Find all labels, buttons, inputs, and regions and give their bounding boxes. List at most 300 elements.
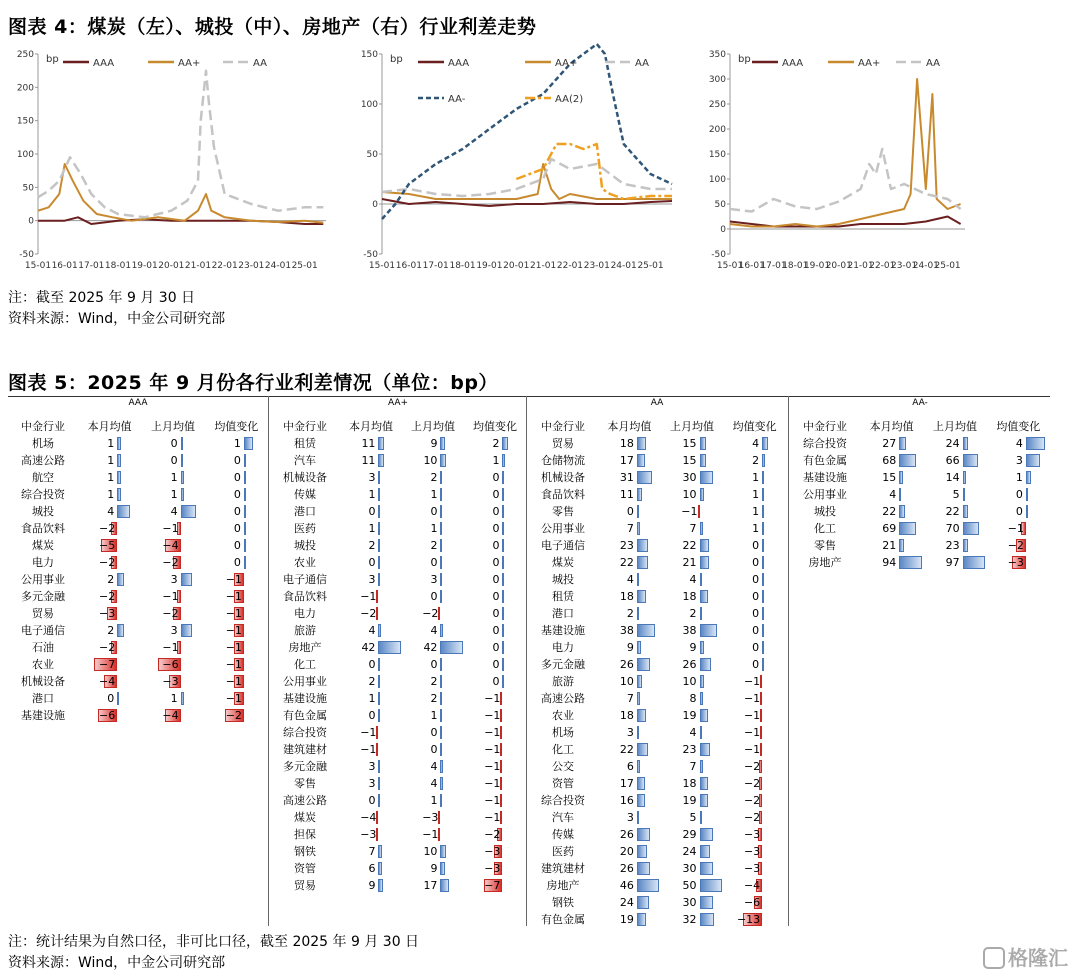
data-bar — [899, 522, 916, 535]
data-label: 46 — [619, 879, 634, 892]
value-cell — [723, 571, 786, 588]
column-header: 中金行业 — [21, 420, 65, 433]
value-cell — [598, 656, 661, 673]
data-bar — [378, 777, 380, 790]
data-bar — [963, 488, 965, 501]
data-bar — [440, 437, 445, 450]
data-bar — [502, 471, 504, 484]
value-cell — [402, 809, 464, 826]
data-label: 0 — [430, 743, 438, 756]
industry-name: 公用事业 — [283, 675, 327, 688]
value-cell — [205, 656, 268, 673]
panel-rating-header: AAA — [128, 398, 148, 408]
value-cell — [661, 605, 724, 622]
data-bar — [440, 590, 442, 603]
data-label: 0 — [626, 505, 634, 518]
table-row — [270, 588, 526, 605]
x-tick-label: 18-01 — [104, 261, 132, 271]
industry-name: 电子通信 — [283, 573, 327, 586]
data-bar — [700, 845, 711, 858]
x-tick-label: 24-01 — [912, 261, 939, 271]
data-bar — [899, 454, 915, 467]
data-label: 0 — [430, 590, 438, 603]
value-cell — [987, 435, 1050, 452]
value-cell — [402, 622, 464, 639]
data-bar — [637, 573, 639, 586]
data-bar — [637, 607, 639, 620]
value-cell — [78, 469, 141, 486]
figure4-source: 资料来源：Wind，中金公司研究部 — [8, 311, 226, 327]
data-label: 3 — [1015, 454, 1023, 467]
industry-name: 高速公路 — [21, 454, 65, 467]
value-cell — [661, 537, 724, 554]
watermark — [983, 942, 1068, 971]
y-tick-label: 100 — [708, 175, 726, 185]
value-cell — [661, 826, 724, 843]
data-bar — [502, 454, 505, 467]
value-cell — [661, 707, 724, 724]
data-label: 10 — [682, 675, 697, 688]
data-bar — [1026, 505, 1028, 518]
data-label: 0 — [233, 488, 241, 501]
data-label: 22 — [619, 743, 634, 756]
industry-name: 食品饮料 — [541, 488, 585, 501]
data-label: 70 — [945, 522, 960, 535]
value-cell — [141, 554, 204, 571]
value-cell — [340, 809, 402, 826]
data-bar — [760, 726, 762, 739]
data-label: −4 — [162, 709, 179, 722]
data-bar — [700, 828, 713, 841]
data-bar — [637, 692, 640, 705]
data-label: 1 — [368, 522, 376, 535]
data-bar — [502, 573, 504, 586]
data-label: 17 — [619, 454, 634, 467]
y-axis-label: bp — [738, 54, 751, 65]
industry-name: 多元金融 — [21, 590, 65, 603]
header-row — [8, 418, 268, 435]
data-bar — [700, 777, 708, 790]
value-cell — [205, 622, 268, 639]
data-label: 10 — [619, 675, 634, 688]
value-cell — [78, 622, 141, 639]
value-cell — [402, 860, 464, 877]
value-cell — [661, 877, 724, 894]
column-header: 本月均值 — [607, 420, 652, 433]
value-cell — [464, 469, 526, 486]
data-label: 4 — [689, 573, 697, 586]
value-cell — [661, 860, 724, 877]
y-tick-label: -50 — [711, 250, 726, 260]
value-cell — [987, 452, 1050, 469]
table-row — [8, 588, 268, 605]
table-row — [528, 537, 786, 554]
value-cell — [860, 435, 923, 452]
table-row — [528, 571, 786, 588]
data-label: 10 — [423, 845, 438, 858]
industry-name: 建筑建材 — [283, 743, 327, 756]
chart-chengtou — [360, 42, 680, 277]
y-tick-label: 100 — [360, 100, 378, 110]
value-cell — [340, 588, 402, 605]
industry-name: 机械设备 — [541, 471, 585, 484]
industry-name: 公用事业 — [541, 522, 585, 535]
data-label: 0 — [233, 539, 241, 552]
industry-name: 电力 — [32, 556, 54, 569]
x-tick-label: 16-01 — [738, 261, 765, 271]
industry-name: 旅游 — [294, 624, 316, 637]
data-label: −3 — [1007, 556, 1024, 569]
value-cell — [598, 537, 661, 554]
data-label: 4 — [889, 488, 897, 501]
data-label: −1 — [225, 675, 242, 688]
data-bar — [700, 624, 717, 637]
industry-name: 传媒 — [294, 488, 316, 501]
data-label: 0 — [752, 641, 760, 654]
figure5-source: 资料来源：Wind，中金公司研究部 — [8, 955, 226, 971]
data-label: 2 — [107, 573, 115, 586]
data-bar — [440, 794, 442, 807]
column-header: 上月均值 — [411, 420, 455, 433]
legend-label: AAA — [448, 58, 470, 69]
industry-name: 租赁 — [294, 437, 316, 450]
data-label: 7 — [626, 522, 634, 535]
table-row — [270, 554, 526, 571]
data-bar — [376, 811, 378, 824]
industry-name: 综合投资 — [541, 794, 585, 807]
data-label: 15 — [682, 437, 697, 450]
x-tick-label: 17-01 — [760, 261, 787, 271]
value-cell — [723, 537, 786, 554]
data-bar — [899, 437, 906, 450]
data-label: 97 — [945, 556, 960, 569]
table-row — [270, 724, 526, 741]
data-label: −1 — [484, 726, 501, 739]
data-label: 0 — [752, 658, 760, 671]
data-label: 30 — [682, 896, 697, 909]
data-label: 10 — [682, 488, 697, 501]
table-row — [270, 758, 526, 775]
industry-name: 基建设施 — [541, 624, 585, 637]
data-label: 23 — [682, 743, 697, 756]
industry-name: 医药 — [552, 845, 574, 858]
value-cell — [860, 452, 923, 469]
data-label: 2 — [689, 607, 697, 620]
value-cell — [402, 877, 464, 894]
table-row — [8, 639, 268, 656]
data-label: 3 — [430, 573, 438, 586]
table-row — [270, 639, 526, 656]
value-cell — [598, 792, 661, 809]
data-bar — [700, 896, 714, 909]
data-bar — [440, 488, 442, 501]
value-cell — [987, 503, 1050, 520]
y-tick-label: 250 — [708, 100, 726, 110]
table-row — [528, 452, 786, 469]
value-cell — [987, 554, 1050, 571]
data-bar — [637, 471, 652, 484]
series-line-AA+ — [38, 164, 323, 223]
value-cell — [464, 554, 526, 571]
table-row — [790, 486, 1050, 503]
data-label: 11 — [361, 437, 376, 450]
panel-rating-header: AA — [650, 398, 664, 408]
data-bar — [244, 488, 246, 501]
value-cell — [340, 503, 402, 520]
data-label: 1 — [430, 709, 438, 722]
value-cell — [723, 690, 786, 707]
value-cell — [78, 588, 141, 605]
data-bar — [181, 692, 185, 705]
data-bar — [637, 845, 647, 858]
industry-name: 医药 — [294, 522, 316, 535]
value-cell — [987, 486, 1050, 503]
data-label: 18 — [682, 777, 697, 790]
data-bar — [378, 692, 380, 705]
data-label: 50 — [682, 879, 697, 892]
value-cell — [464, 452, 526, 469]
data-label: −1 — [743, 743, 761, 756]
data-label: 22 — [882, 505, 897, 518]
value-cell — [598, 724, 661, 741]
data-label: 26 — [619, 862, 634, 875]
data-bar — [378, 454, 384, 467]
value-cell — [402, 520, 464, 537]
industry-name: 租赁 — [552, 590, 574, 603]
data-bar — [700, 794, 709, 807]
data-label: 0 — [492, 641, 500, 654]
data-label: 1 — [430, 794, 438, 807]
y-tick-label: 150 — [708, 150, 726, 160]
value-cell — [723, 673, 786, 690]
industry-name: 航空 — [32, 471, 54, 484]
value-cell — [598, 826, 661, 843]
data-label: −5 — [99, 539, 116, 552]
data-label: −7 — [484, 879, 501, 892]
column-header: 均值变化 — [214, 420, 259, 433]
column-header: 均值变化 — [732, 420, 777, 433]
data-label: 24 — [945, 437, 960, 450]
x-tick-label: 21-01 — [530, 261, 557, 271]
value-cell — [340, 877, 402, 894]
industry-name: 城投 — [32, 505, 54, 518]
data-bar — [378, 505, 380, 518]
data-bar — [700, 692, 704, 705]
legend-label: AAA — [93, 58, 115, 69]
data-bar — [440, 726, 442, 739]
value-cell — [78, 503, 141, 520]
panel-separator — [788, 396, 789, 926]
data-bar — [637, 811, 639, 824]
table-row — [270, 826, 526, 843]
value-cell — [723, 435, 786, 452]
table-row — [8, 707, 268, 724]
data-bar — [502, 539, 504, 552]
data-bar — [440, 658, 442, 671]
data-bar — [376, 828, 378, 841]
panel-rating-header: AA- — [912, 398, 928, 408]
table-row — [270, 469, 526, 486]
data-label: 0 — [1015, 488, 1023, 501]
industry-name: 机械设备 — [21, 675, 65, 688]
value-cell — [723, 520, 786, 537]
data-label: 8 — [689, 692, 697, 705]
data-label: 1 — [170, 471, 178, 484]
table-row — [528, 860, 786, 877]
industry-name: 城投 — [552, 573, 574, 586]
value-cell — [598, 707, 661, 724]
value-cell — [141, 673, 204, 690]
data-label: 26 — [682, 658, 697, 671]
value-cell — [723, 775, 786, 792]
data-label: 0 — [368, 794, 376, 807]
value-cell — [205, 707, 268, 724]
data-label: 1 — [752, 471, 760, 484]
data-bar — [378, 709, 380, 722]
data-label: 3 — [626, 811, 634, 824]
data-label: 3 — [368, 777, 376, 790]
data-bar — [378, 641, 400, 654]
value-cell — [402, 775, 464, 792]
table-row — [528, 588, 786, 605]
x-tick-label: 24-01 — [264, 261, 292, 271]
data-label: 1 — [170, 692, 178, 705]
value-cell — [860, 520, 923, 537]
data-label: −2 — [743, 794, 761, 807]
data-label: −1 — [225, 607, 242, 620]
data-bar — [637, 522, 640, 535]
value-cell — [464, 826, 526, 843]
value-cell — [464, 622, 526, 639]
value-cell — [141, 571, 204, 588]
data-bar — [1026, 454, 1040, 467]
data-label: 3 — [170, 573, 178, 586]
table-row — [528, 520, 786, 537]
value-cell — [78, 690, 141, 707]
value-cell — [661, 741, 724, 758]
data-bar — [378, 658, 380, 671]
data-label: 6 — [368, 862, 376, 875]
data-bar — [700, 743, 710, 756]
table-row — [270, 537, 526, 554]
table-row — [270, 656, 526, 673]
value-cell — [723, 469, 786, 486]
y-tick-label: 350 — [708, 50, 726, 60]
table-row — [8, 673, 268, 690]
data-label: 0 — [752, 590, 760, 603]
value-cell — [78, 435, 141, 452]
data-bar — [899, 505, 904, 518]
data-bar — [637, 488, 642, 501]
table-row — [528, 843, 786, 860]
value-cell — [860, 469, 923, 486]
data-label: 3 — [626, 726, 634, 739]
data-label: 0 — [233, 522, 241, 535]
data-label: 22 — [619, 556, 634, 569]
value-cell — [464, 435, 526, 452]
value-cell — [598, 860, 661, 877]
data-label: −1 — [1007, 522, 1024, 535]
column-header: 上月均值 — [669, 420, 714, 433]
value-cell — [464, 775, 526, 792]
x-tick-label: 25-01 — [934, 261, 961, 271]
data-bar — [700, 811, 702, 824]
data-bar — [637, 913, 646, 926]
table-row — [528, 911, 786, 928]
value-cell — [723, 486, 786, 503]
data-bar — [700, 590, 708, 603]
data-bar — [117, 573, 124, 586]
table-row — [8, 520, 268, 537]
table-row — [270, 486, 526, 503]
data-label: −1 — [225, 658, 242, 671]
value-cell — [340, 639, 402, 656]
x-tick-label: 25-01 — [637, 261, 664, 271]
data-label: −1 — [422, 828, 439, 841]
y-tick-label: 150 — [16, 116, 34, 127]
data-label: 0 — [107, 692, 115, 705]
data-label: 2 — [368, 539, 376, 552]
value-cell — [141, 690, 204, 707]
data-label: 5 — [689, 811, 697, 824]
data-bar — [698, 505, 700, 518]
value-cell — [923, 520, 986, 537]
data-label: 26 — [619, 828, 634, 841]
data-bar — [637, 641, 641, 654]
data-label: 0 — [233, 505, 241, 518]
table-row — [528, 690, 786, 707]
value-cell — [402, 469, 464, 486]
data-bar — [117, 488, 120, 501]
value-cell — [464, 843, 526, 860]
data-bar — [637, 862, 650, 875]
data-bar — [637, 658, 650, 671]
data-bar — [181, 624, 192, 637]
data-label: −2 — [743, 811, 761, 824]
data-label: −2 — [360, 607, 377, 620]
value-cell — [78, 452, 141, 469]
industry-name: 钢铁 — [552, 896, 574, 909]
x-tick-label: 20-01 — [825, 261, 852, 271]
data-bar — [637, 828, 650, 841]
data-bar — [440, 845, 445, 858]
data-bar — [899, 556, 922, 569]
data-label: 0 — [752, 556, 760, 569]
data-label: 2 — [752, 454, 760, 467]
table-row — [8, 571, 268, 588]
data-label: 0 — [752, 607, 760, 620]
data-label: −1 — [225, 641, 242, 654]
value-cell — [402, 503, 464, 520]
table-panel-AAA — [8, 396, 268, 926]
data-bar — [502, 437, 507, 450]
value-cell — [598, 554, 661, 571]
table-row — [528, 707, 786, 724]
value-cell — [402, 435, 464, 452]
x-tick-label: 20-01 — [158, 261, 185, 271]
column-header: 上月均值 — [150, 420, 195, 433]
industry-name: 公交 — [552, 760, 574, 773]
data-label: 38 — [682, 624, 697, 637]
x-tick-label: 23-01 — [238, 261, 265, 271]
industry-name: 钢铁 — [294, 845, 316, 858]
value-cell — [723, 758, 786, 775]
data-bar — [378, 760, 380, 773]
data-bar — [700, 522, 703, 535]
value-cell — [598, 639, 661, 656]
value-cell — [205, 486, 268, 503]
value-cell — [923, 469, 986, 486]
